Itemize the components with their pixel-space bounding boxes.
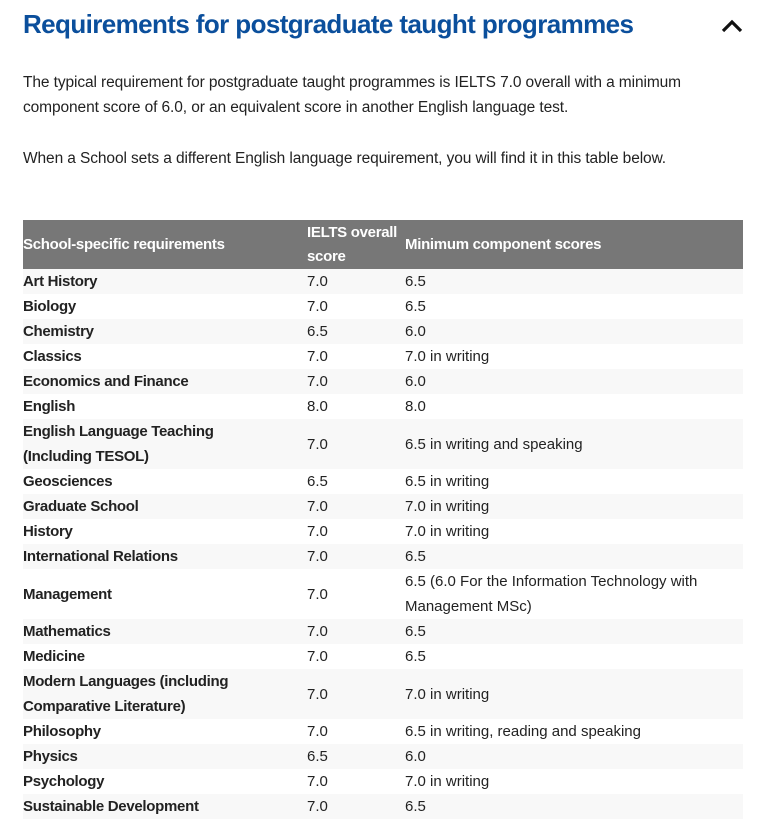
cell-text: 7.0 <box>307 798 328 815</box>
header-school: School-specific requirements <box>23 220 307 269</box>
cell-text: 6.5 <box>405 548 426 565</box>
cell-school <box>23 769 307 794</box>
cell-text: Chemistry <box>23 323 94 340</box>
table-row <box>23 519 743 544</box>
table-row <box>23 344 743 369</box>
table-row <box>23 394 743 419</box>
cell-ielts <box>307 494 405 519</box>
cell-min <box>405 519 743 544</box>
header-minimum: Minimum component scores <box>405 220 743 269</box>
table-row <box>23 794 743 819</box>
cell-text: 8.0 <box>405 398 426 415</box>
cell-text: Management <box>23 585 112 603</box>
cell-min <box>405 419 743 469</box>
cell-school <box>23 319 307 344</box>
cell-min <box>405 644 743 669</box>
cell-text: Classics <box>23 348 82 365</box>
intro-text: The typical requirement for postgraduate taught programmes is IELTS 7.0 overall with a minimum component score of 6.0, or an equivalent score in another English language test. <box>23 74 681 116</box>
cell-text: Physics <box>23 748 78 765</box>
cell-ielts <box>307 794 405 819</box>
cell-min <box>405 669 743 719</box>
table-row <box>23 269 743 294</box>
cell-min <box>405 619 743 644</box>
cell-text: 7.0 <box>307 435 328 453</box>
cell-ielts <box>307 644 405 669</box>
cell-text: 6.5 (6.0 For the Information Technology with Management MSc) <box>405 573 698 615</box>
table-row <box>23 769 743 794</box>
cell-text: English <box>23 398 76 415</box>
table-row <box>23 669 743 719</box>
cell-ielts <box>307 519 405 544</box>
cell-text: 6.5 <box>405 623 426 640</box>
table-header-row <box>23 220 743 269</box>
table-row <box>23 294 743 319</box>
cell-school <box>23 569 307 619</box>
cell-min <box>405 394 743 419</box>
cell-text: 7.0 <box>307 648 328 665</box>
cell-school <box>23 544 307 569</box>
cell-school <box>23 344 307 369</box>
chevron-up-icon[interactable] <box>720 16 744 36</box>
cell-text: 6.0 <box>405 373 426 390</box>
cell-text: 7.0 in writing <box>405 348 490 365</box>
cell-text: 6.5 <box>405 648 426 665</box>
cell-text: English Language Teaching (Including TESOL) <box>23 423 214 465</box>
cell-school <box>23 269 307 294</box>
cell-text: 7.0 <box>307 773 328 790</box>
note-text: When a School sets a different English language requirement, you will find it in this table below. <box>23 150 667 167</box>
cell-ielts <box>307 619 405 644</box>
cell-text: Economics and Finance <box>23 373 189 390</box>
cell-text: Art History <box>23 273 98 290</box>
cell-min <box>405 319 743 344</box>
cell-ielts <box>307 294 405 319</box>
cell-ielts <box>307 669 405 719</box>
cell-text: 7.0 in writing <box>405 773 490 790</box>
cell-text: Mathematics <box>23 623 111 640</box>
cell-text: 7.0 in writing <box>405 523 490 540</box>
cell-school <box>23 744 307 769</box>
cell-text: Biology <box>23 298 76 315</box>
cell-text: 8.0 <box>307 398 328 415</box>
table-row <box>23 469 743 494</box>
cell-text: 6.5 <box>307 323 328 340</box>
cell-school <box>23 519 307 544</box>
cell-min <box>405 719 743 744</box>
cell-text: 7.0 <box>307 273 328 290</box>
cell-ielts <box>307 344 405 369</box>
cell-text: 6.5 in writing <box>405 473 490 490</box>
table-row <box>23 619 743 644</box>
cell-text: 6.0 <box>405 748 426 765</box>
cell-text: 7.0 <box>307 373 328 390</box>
cell-text: 7.0 <box>307 523 328 540</box>
cell-text: 7.0 in writing <box>405 498 490 515</box>
table-row <box>23 719 743 744</box>
cell-ielts <box>307 394 405 419</box>
cell-text: Geosciences <box>23 473 113 490</box>
cell-school <box>23 294 307 319</box>
cell-text: Graduate School <box>23 498 139 515</box>
cell-ielts <box>307 544 405 569</box>
cell-ielts <box>307 744 405 769</box>
table-row <box>23 369 743 394</box>
cell-ielts <box>307 419 405 469</box>
cell-min <box>405 569 743 619</box>
cell-ielts <box>307 319 405 344</box>
cell-text: 6.5 <box>405 298 426 315</box>
cell-text: Sustainable Development <box>23 798 199 815</box>
table-row <box>23 419 743 469</box>
cell-ielts <box>307 469 405 494</box>
cell-ielts <box>307 569 405 619</box>
cell-school <box>23 794 307 819</box>
requirements-table <box>23 220 743 819</box>
cell-text: 7.0 <box>307 623 328 640</box>
cell-school <box>23 494 307 519</box>
cell-text: Psychology <box>23 773 105 790</box>
cell-school <box>23 369 307 394</box>
cell-text: 6.0 <box>405 323 426 340</box>
cell-text: International Relations <box>23 548 178 565</box>
cell-min <box>405 744 743 769</box>
cell-text: 6.5 <box>307 748 328 765</box>
cell-text: 6.5 <box>405 798 426 815</box>
cell-min <box>405 544 743 569</box>
table-row <box>23 744 743 769</box>
cell-ielts <box>307 769 405 794</box>
cell-text: Philosophy <box>23 723 101 740</box>
cell-text: History <box>23 523 73 540</box>
cell-school <box>23 619 307 644</box>
cell-text: 7.0 <box>307 298 328 315</box>
cell-min <box>405 769 743 794</box>
cell-min <box>405 294 743 319</box>
table-row <box>23 319 743 344</box>
cell-school <box>23 719 307 744</box>
cell-min <box>405 794 743 819</box>
cell-text: 7.0 <box>307 585 328 603</box>
section-title[interactable]: Requirements for postgraduate taught programmes <box>23 9 634 39</box>
cell-min <box>405 369 743 394</box>
cell-text: 6.5 <box>307 473 328 490</box>
cell-school <box>23 419 307 469</box>
cell-text: Modern Languages (including Comparative Literature) <box>23 673 229 715</box>
table-row <box>23 494 743 519</box>
cell-text: 7.0 <box>307 685 328 703</box>
cell-min <box>405 269 743 294</box>
cell-text: 7.0 <box>307 548 328 565</box>
table-row <box>23 644 743 669</box>
cell-min <box>405 494 743 519</box>
cell-min <box>405 469 743 494</box>
cell-text: 7.0 <box>307 498 328 515</box>
table-row <box>23 569 743 619</box>
cell-text: 6.5 in writing and speaking <box>405 435 583 453</box>
cell-text: 7.0 <box>307 723 328 740</box>
cell-text: 7.0 <box>307 348 328 365</box>
cell-text: 6.5 <box>405 273 426 290</box>
cell-school <box>23 469 307 494</box>
cell-ielts <box>307 719 405 744</box>
cell-school <box>23 644 307 669</box>
cell-school <box>23 669 307 719</box>
cell-school <box>23 394 307 419</box>
cell-ielts <box>307 369 405 394</box>
cell-text: Medicine <box>23 648 85 665</box>
header-ielts: IELTS overall score <box>307 220 405 269</box>
cell-text: 6.5 in writing, reading and speaking <box>405 723 641 740</box>
cell-min <box>405 344 743 369</box>
cell-text: 7.0 in writing <box>405 685 490 703</box>
table-row <box>23 544 743 569</box>
cell-ielts <box>307 269 405 294</box>
